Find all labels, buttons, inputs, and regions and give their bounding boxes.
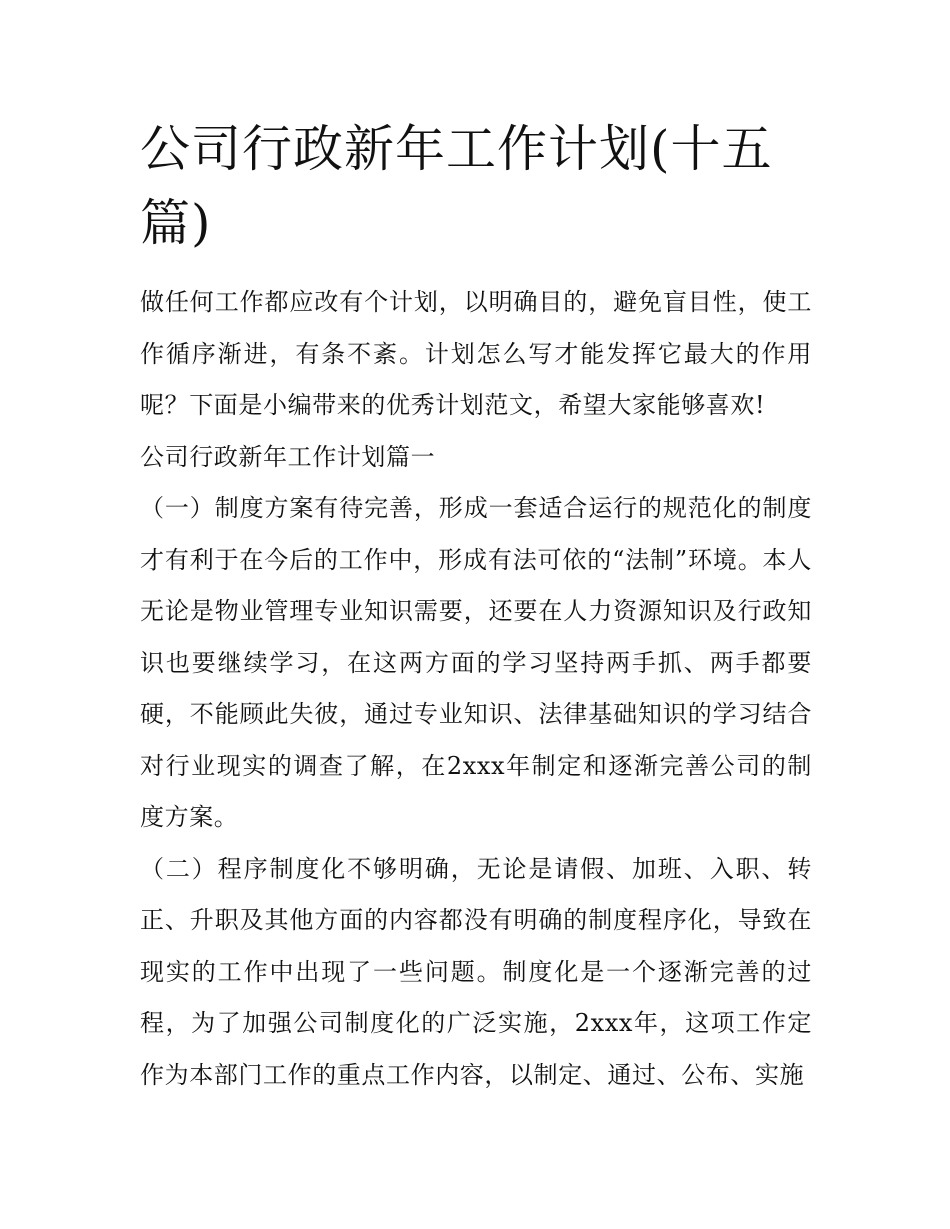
section-heading: 公司行政新年工作计划篇一 [140, 442, 436, 471]
intro-paragraph: 做任何工作都应改有个计划，以明确目的，避免盲目性，使工作循序渐进，有条不紊。计划怎么写才能发挥它最大的作用呢？下面是小编带来的优秀计划范文，希望大家能够喜欢! [140, 288, 812, 419]
paragraph-item-2: （二）程序制度化不够明确，无论是请假、加班、入职、转正、升职及其他方面的内容都没有明确的制度程序化，导致在现实的工作中出现了一些问题。制度化是一个逐渐完善的过程，为了加强公司制度化的广泛实施，2xxx年，这项工作定作为本部门工作的重点工作内容，以制定、通过、公布、实施 [140, 854, 812, 1089]
document-body [140, 277, 812, 1101]
document-title: 公司行政新年工作计划(十五篇) [140, 120, 773, 252]
paragraph-item-1: （一）制度方案有待完善，形成一套适合运行的规范化的制度才有利于在今后的工作中，形成有法可依的“法制”环境。本人无论是物业管理专业知识需要，还要在人力资源知识及行政知识也要继续学习，在这两方面的学习坚持两手抓、两手都要硬，不能顾此失彼，通过专业知识、法律基础知识的学习结合对行业现实的调查了解，在2xxx年制定和逐渐完善公司的制度方案。 [140, 494, 812, 831]
